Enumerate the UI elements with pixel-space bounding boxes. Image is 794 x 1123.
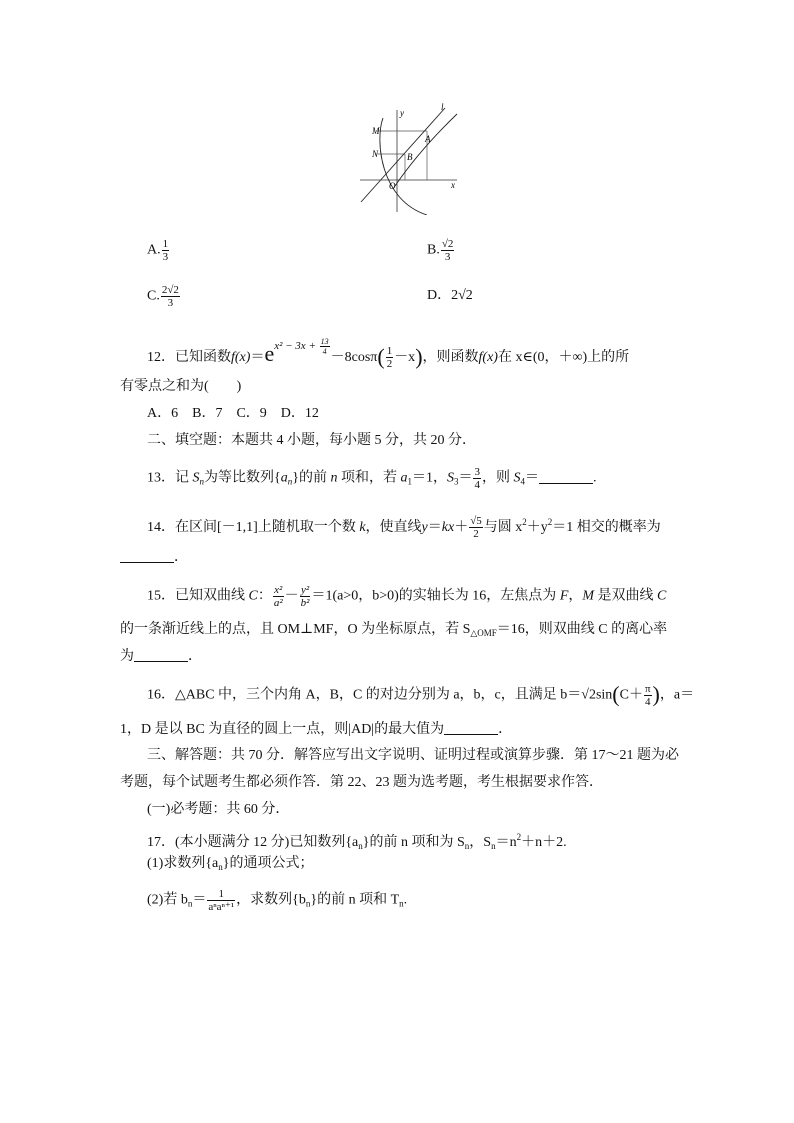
t: 13．记: [147, 470, 193, 486]
fig-label-n: N: [372, 149, 379, 159]
option-a: [147, 238, 170, 263]
fig-label-a: A: [425, 134, 431, 144]
fig-label-o: O: [389, 181, 396, 191]
fig-label-x: x: [451, 180, 455, 190]
t: y: [421, 520, 428, 535]
t: kx: [441, 520, 455, 535]
function-curve: [380, 114, 457, 215]
right-paren: ): [415, 344, 423, 369]
question-12: [147, 336, 629, 370]
frac-den: 3: [167, 297, 174, 309]
t: ＝: [427, 520, 442, 535]
option-c-fraction: [161, 284, 180, 309]
q12-exp-text: x² − 3x +: [274, 340, 319, 352]
q14-fraction: [469, 515, 483, 540]
q17-part1: [147, 854, 314, 877]
section-3-heading-line2: 考题，每个试题考生都必须作答．第 22、23 题为选考题，考生根据要求作答．: [120, 775, 603, 790]
section-3-heading: 三、解答题：共 70 分．解答应写出文字说明、证明过程或演算步骤．第 17～21 题为必: [147, 748, 679, 763]
option-d-label: D．: [427, 288, 452, 303]
t: 为: [120, 649, 134, 664]
t: 2: [522, 517, 527, 527]
question-14: [147, 512, 661, 540]
frac-num: 3: [474, 466, 480, 478]
t: (1)求数列{a: [147, 856, 219, 871]
t: n: [287, 476, 293, 487]
q12-after: ，则函数: [422, 350, 479, 365]
frac-num: √5: [470, 515, 482, 528]
option-d-text: 2√2: [451, 288, 473, 303]
t: ，求数列{b: [236, 892, 306, 908]
t: ，S: [469, 835, 492, 850]
t: (2)若 b: [147, 892, 188, 908]
t: n: [330, 470, 338, 486]
t: S: [446, 470, 454, 486]
frac-num: 1: [207, 888, 235, 901]
t: ．: [498, 722, 513, 737]
frac-num: 1: [162, 238, 169, 250]
q12-prefix: 12．已知函数: [147, 350, 231, 365]
q12-line2: 有零点之和为( ): [120, 379, 242, 394]
t: S: [513, 470, 521, 486]
frac-num: y²: [300, 584, 310, 596]
frac-den: b²: [300, 597, 310, 609]
question-15: [147, 584, 666, 609]
frac-den: 4: [645, 696, 651, 708]
t: n: [358, 841, 363, 851]
left-paren: (: [612, 681, 620, 707]
t: ，a＝: [659, 687, 695, 703]
frac-den: 3: [444, 251, 451, 263]
t: a: [400, 470, 408, 486]
t: ＋: [454, 520, 469, 535]
q17-part2: [147, 888, 407, 914]
t: k: [359, 520, 366, 535]
t: ，: [568, 588, 583, 604]
frac-num: 13: [320, 336, 329, 346]
q12-fx2: f(x): [478, 350, 498, 365]
q16-line2: [120, 720, 512, 740]
t: ，使直线: [365, 520, 422, 535]
q12-inner-rest: －x: [394, 350, 416, 365]
t: 1: [407, 476, 412, 487]
t: ＝16，则双曲线 C 的离心率: [496, 622, 668, 637]
left-paren: (: [377, 344, 385, 369]
t: 14．在区间[－1,1]上随机取一个数: [147, 520, 360, 535]
t: F: [559, 588, 569, 604]
t: n: [218, 862, 223, 872]
question-17: [147, 827, 567, 856]
section-2-heading: 二、填空题：本题共 4 小题，每小题 5 分，共 20 分．: [147, 433, 476, 448]
t: }的通项公式；: [222, 856, 314, 871]
t: 15．已知双曲线: [147, 588, 249, 604]
frac-num: √2: [441, 238, 454, 250]
t: ：: [257, 588, 272, 604]
frac-num: π: [644, 683, 651, 695]
t: ．: [188, 649, 202, 664]
q14-line2: [120, 548, 188, 568]
t: C: [657, 588, 667, 604]
t: C＋: [619, 687, 643, 703]
option-a-label: A.: [147, 242, 161, 258]
t: S: [192, 470, 200, 486]
function-graph-figure: [355, 100, 465, 215]
question-13: [147, 466, 596, 492]
q13-fraction: [473, 466, 481, 491]
t: 为等比数列{: [204, 470, 281, 486]
q15-line3: [120, 647, 202, 667]
t: △OMF: [470, 628, 497, 638]
frac-num: 1: [386, 345, 393, 358]
q15-frac1: [273, 584, 284, 609]
t: ＝1 相交的概率为: [552, 520, 661, 535]
t: a: [280, 470, 288, 486]
q15-line2: [120, 620, 667, 643]
fig-label-y: y: [400, 108, 404, 118]
frac-den: 2: [473, 528, 479, 541]
t: ，则: [481, 470, 514, 486]
option-c: [147, 284, 181, 309]
t: 2: [547, 517, 553, 527]
frac-den: aⁿaⁿ⁺¹: [208, 901, 235, 913]
t: 3: [453, 476, 459, 487]
t: 项和，若: [337, 470, 401, 486]
q12-cos: －8cosπ: [330, 350, 378, 365]
answer-blank[interactable]: [134, 648, 188, 662]
q12-rest: 在 x∈(0，＋∞)上的所: [497, 350, 630, 365]
q12-exp-fraction: [320, 337, 330, 356]
t: 4: [520, 476, 525, 487]
q12-fx: f(x): [231, 350, 251, 365]
t: ＝1(a>0，b>0)的实轴长为 16，左焦点为: [311, 588, 560, 604]
q12-options: A．6 B．7 C．9 D．12: [147, 406, 319, 421]
option-c-label: C.: [147, 288, 160, 304]
t: M: [582, 588, 595, 604]
frac-num: 2√2: [161, 284, 179, 296]
t: n: [199, 476, 204, 487]
answer-blank[interactable]: [444, 721, 498, 735]
q12-eq: ＝: [250, 350, 265, 365]
fig-label-m: M: [372, 126, 380, 136]
frac-den: 3: [162, 251, 169, 263]
frac-den: 4: [322, 346, 327, 356]
option-d: [427, 286, 473, 306]
frac-den: a²: [273, 597, 283, 609]
t: n: [399, 898, 404, 909]
t: 的一条渐近线上的点，且 OM⊥MF，O 为坐标原点，若 S: [120, 622, 471, 637]
frac-den: 4: [474, 479, 480, 491]
t: ＝n: [495, 835, 517, 850]
q12-e: e: [264, 341, 275, 366]
t: ＝: [192, 892, 207, 908]
t: }的前: [292, 470, 331, 486]
answer-blank[interactable]: [539, 470, 593, 484]
t: ＝1，: [411, 470, 447, 486]
t: .: [592, 470, 597, 486]
q12-exponent: [274, 336, 330, 356]
right-paren: ): [652, 681, 660, 707]
t: ＋n＋2.: [521, 835, 567, 850]
t: n: [305, 898, 311, 909]
option-a-fraction: [162, 238, 170, 263]
required-section-heading: (一)必考题：共 60 分．: [147, 802, 290, 817]
t: ＝: [458, 470, 473, 486]
t: ＋y: [526, 520, 548, 535]
t: －: [284, 588, 299, 604]
t: 17．(本小题满分 12 分)已知数列{a: [147, 835, 359, 850]
question-16: [147, 683, 694, 708]
t: .: [403, 892, 408, 908]
t: ＝: [524, 470, 539, 486]
option-b-fraction: [441, 238, 455, 263]
t: ．: [174, 550, 188, 565]
fig-label-l: l: [441, 102, 444, 112]
frac-num: x²: [274, 584, 283, 596]
option-b-label: B.: [427, 242, 440, 258]
fig-label-b: B: [407, 152, 413, 162]
t: 1，D 是以 BC 为直径的圆上一点，则|AD|的最大值为: [120, 722, 445, 737]
t: C: [248, 588, 258, 604]
t: n: [187, 898, 193, 909]
frac-den: 2: [386, 358, 393, 371]
t: }的前 n 项和为 S: [362, 835, 465, 850]
q15-frac2: [300, 584, 311, 609]
t: n: [464, 841, 470, 851]
t: 16．△ABC 中，三个内角 A，B，C 的对边分别为 a，b，c，且满足 b＝√2sin: [147, 687, 613, 703]
t: 与圆 x: [483, 520, 523, 535]
t: }的前 n 项和 T: [310, 892, 400, 908]
t: 2: [516, 832, 522, 842]
answer-blank[interactable]: [120, 549, 174, 563]
q16-fraction: [644, 683, 652, 708]
q12-inner-fraction: [386, 345, 394, 370]
option-b: [427, 238, 455, 263]
q17-fraction: [207, 888, 235, 913]
t: n: [491, 841, 496, 851]
t: 是双曲线: [594, 588, 658, 604]
